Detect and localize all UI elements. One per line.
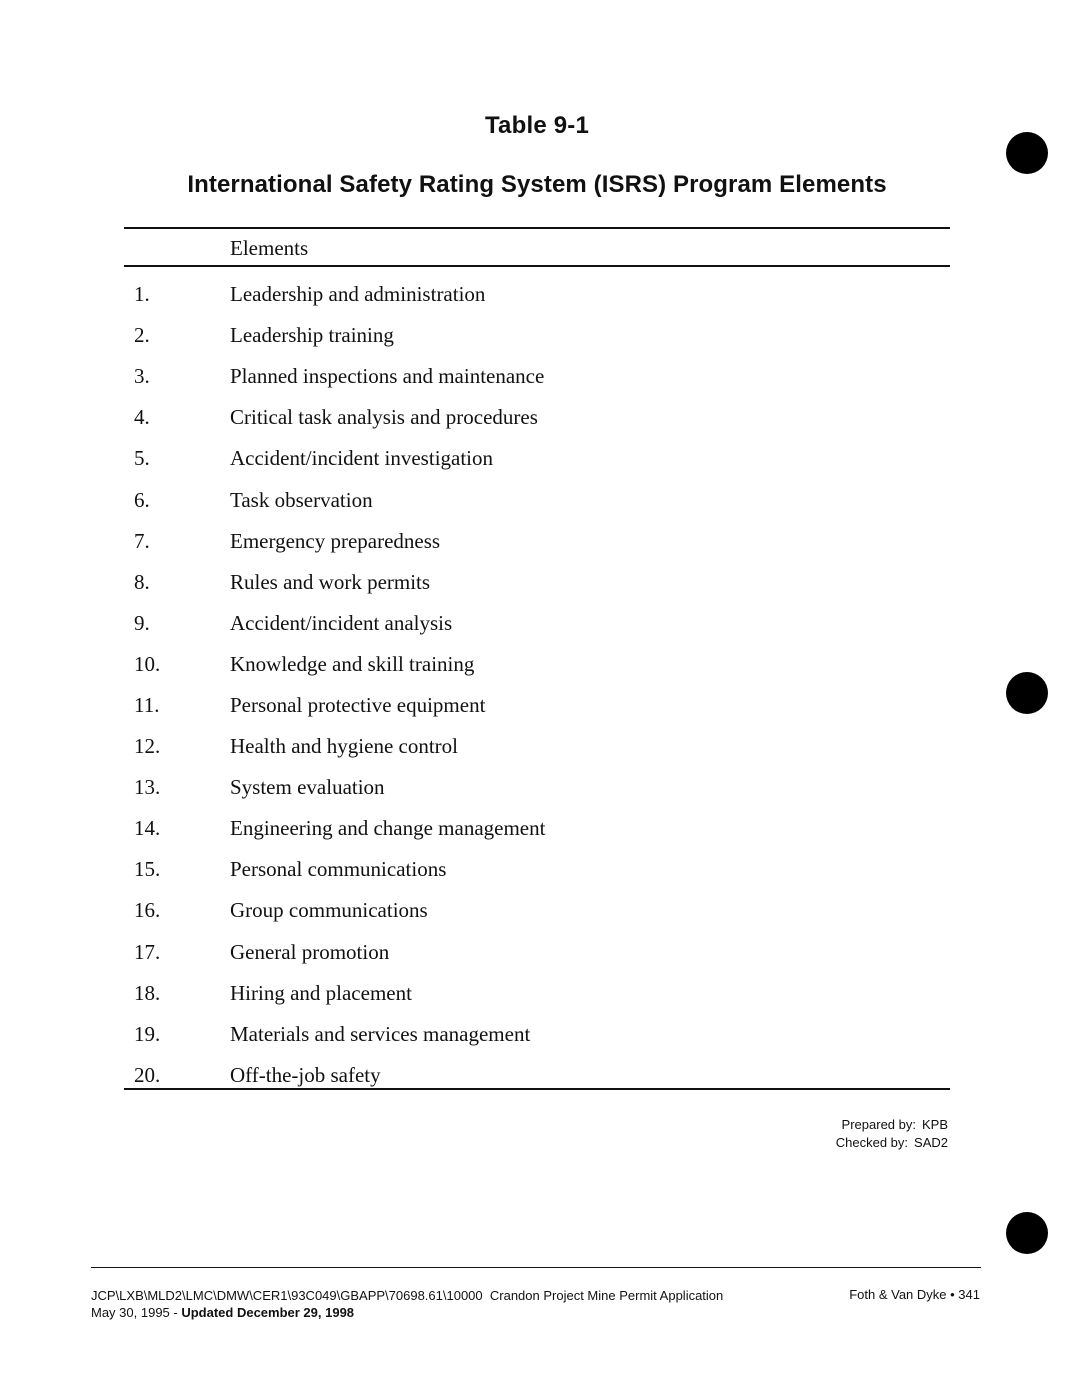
- footer-updated: Updated December 29, 1998: [181, 1305, 355, 1320]
- footer-date: May 30, 1995: [91, 1305, 170, 1320]
- row-label: Personal communications: [230, 857, 447, 882]
- row-label: Accident/incident investigation: [230, 446, 494, 471]
- row-label: Leadership and administration: [230, 282, 486, 307]
- row-number: 3.: [134, 364, 150, 389]
- page-title: International Safety Rating System (ISRS) Program Elements: [187, 171, 887, 198]
- table-row: [124, 315, 950, 356]
- column-header-elements: Elements: [230, 236, 309, 260]
- row-label: Health and hygiene control: [230, 734, 459, 759]
- table-row: [124, 479, 950, 520]
- table-row: [124, 1014, 950, 1055]
- row-label: Accident/incident analysis: [230, 610, 453, 635]
- table-row: [124, 890, 950, 931]
- row-number: 17.: [134, 939, 161, 964]
- row-number: 5.: [134, 446, 150, 471]
- table-row: [124, 808, 950, 849]
- row-label: Group communications: [230, 898, 428, 923]
- row-label: Engineering and change management: [230, 816, 546, 841]
- row-number: 12.: [134, 734, 161, 759]
- table-row: [124, 356, 950, 397]
- footer-line-1: [91, 1287, 723, 1304]
- row-label: Leadership training: [230, 323, 394, 348]
- row-label: Personal protective equipment: [230, 692, 486, 717]
- row-label: Materials and services management: [230, 1021, 531, 1046]
- punch-hole-middle: [1006, 672, 1048, 714]
- table-row: [124, 685, 950, 726]
- footer-project: Crandon Project Mine Permit Application: [489, 1288, 724, 1303]
- row-number: 16.: [134, 898, 161, 923]
- table-top-rule: [124, 227, 950, 229]
- row-number: 19.: [134, 1021, 161, 1046]
- table-header-rule: [124, 265, 950, 267]
- row-label: Emergency preparedness: [230, 528, 441, 553]
- row-number: 13.: [134, 775, 161, 800]
- checked-by-value: SAD2: [914, 1135, 948, 1150]
- signoff-block: [836, 1116, 948, 1152]
- row-number: 10.: [134, 651, 161, 676]
- row-number: 4.: [134, 405, 150, 430]
- row-label: Critical task analysis and procedures: [230, 405, 538, 430]
- table-row: [124, 726, 950, 767]
- table-row: [124, 644, 950, 685]
- table-bottom-rule: [124, 1088, 950, 1090]
- row-number: 18.: [134, 980, 161, 1005]
- row-label: General promotion: [230, 939, 390, 964]
- table-row: [124, 438, 950, 479]
- row-label: Hiring and placement: [230, 980, 412, 1005]
- page-number: 341: [958, 1287, 980, 1302]
- footer-line-2: May 30, 1995 - Updated December 29, 1998: [91, 1305, 355, 1320]
- prepared-by: [836, 1116, 948, 1134]
- punch-hole-bottom: [1006, 1212, 1048, 1254]
- row-label: Knowledge and skill training: [230, 651, 475, 676]
- table-row: [124, 521, 950, 562]
- prepared-by-value: KPB: [921, 1117, 948, 1132]
- row-number: 2.: [134, 323, 150, 348]
- table-row: [124, 932, 950, 973]
- row-label: Task observation: [230, 487, 373, 512]
- table-row: [124, 849, 950, 890]
- row-label: Off-the-job safety: [230, 1062, 381, 1087]
- table-row: [124, 562, 950, 603]
- row-number: 6.: [134, 487, 150, 512]
- footer-path: JCP\LXB\MLD2\LMC\DMW\CER1\93C049\GBAPP\70698.61\10000: [91, 1288, 483, 1303]
- table-number: Table 9-1: [484, 112, 590, 139]
- row-number: 15.: [134, 857, 161, 882]
- row-label: Rules and work permits: [230, 569, 431, 594]
- row-number: 20.: [134, 1062, 161, 1087]
- row-number: 9.: [134, 610, 150, 635]
- row-number: 11.: [134, 692, 160, 717]
- footer-company: Foth & Van Dyke: [849, 1287, 947, 1302]
- row-number: 14.: [134, 816, 161, 841]
- footer-right: Foth & Van Dyke • 341: [849, 1287, 980, 1302]
- footer-left: [91, 1287, 723, 1321]
- table-row: [124, 767, 950, 808]
- footer-rule: [91, 1267, 981, 1268]
- row-number: 8.: [134, 569, 150, 594]
- elements-table: [124, 274, 950, 1096]
- checked-by-label: Checked by:: [835, 1135, 909, 1150]
- table-row: [124, 274, 950, 315]
- row-label: Planned inspections and maintenance: [230, 364, 545, 389]
- row-number: 1.: [134, 282, 150, 307]
- table-row: [124, 603, 950, 644]
- prepared-by-label: Prepared by:: [841, 1117, 916, 1132]
- checked-by: [836, 1134, 948, 1152]
- table-row: [124, 397, 950, 438]
- table-row: [124, 973, 950, 1014]
- row-label: System evaluation: [230, 775, 385, 800]
- row-number: 7.: [134, 528, 150, 553]
